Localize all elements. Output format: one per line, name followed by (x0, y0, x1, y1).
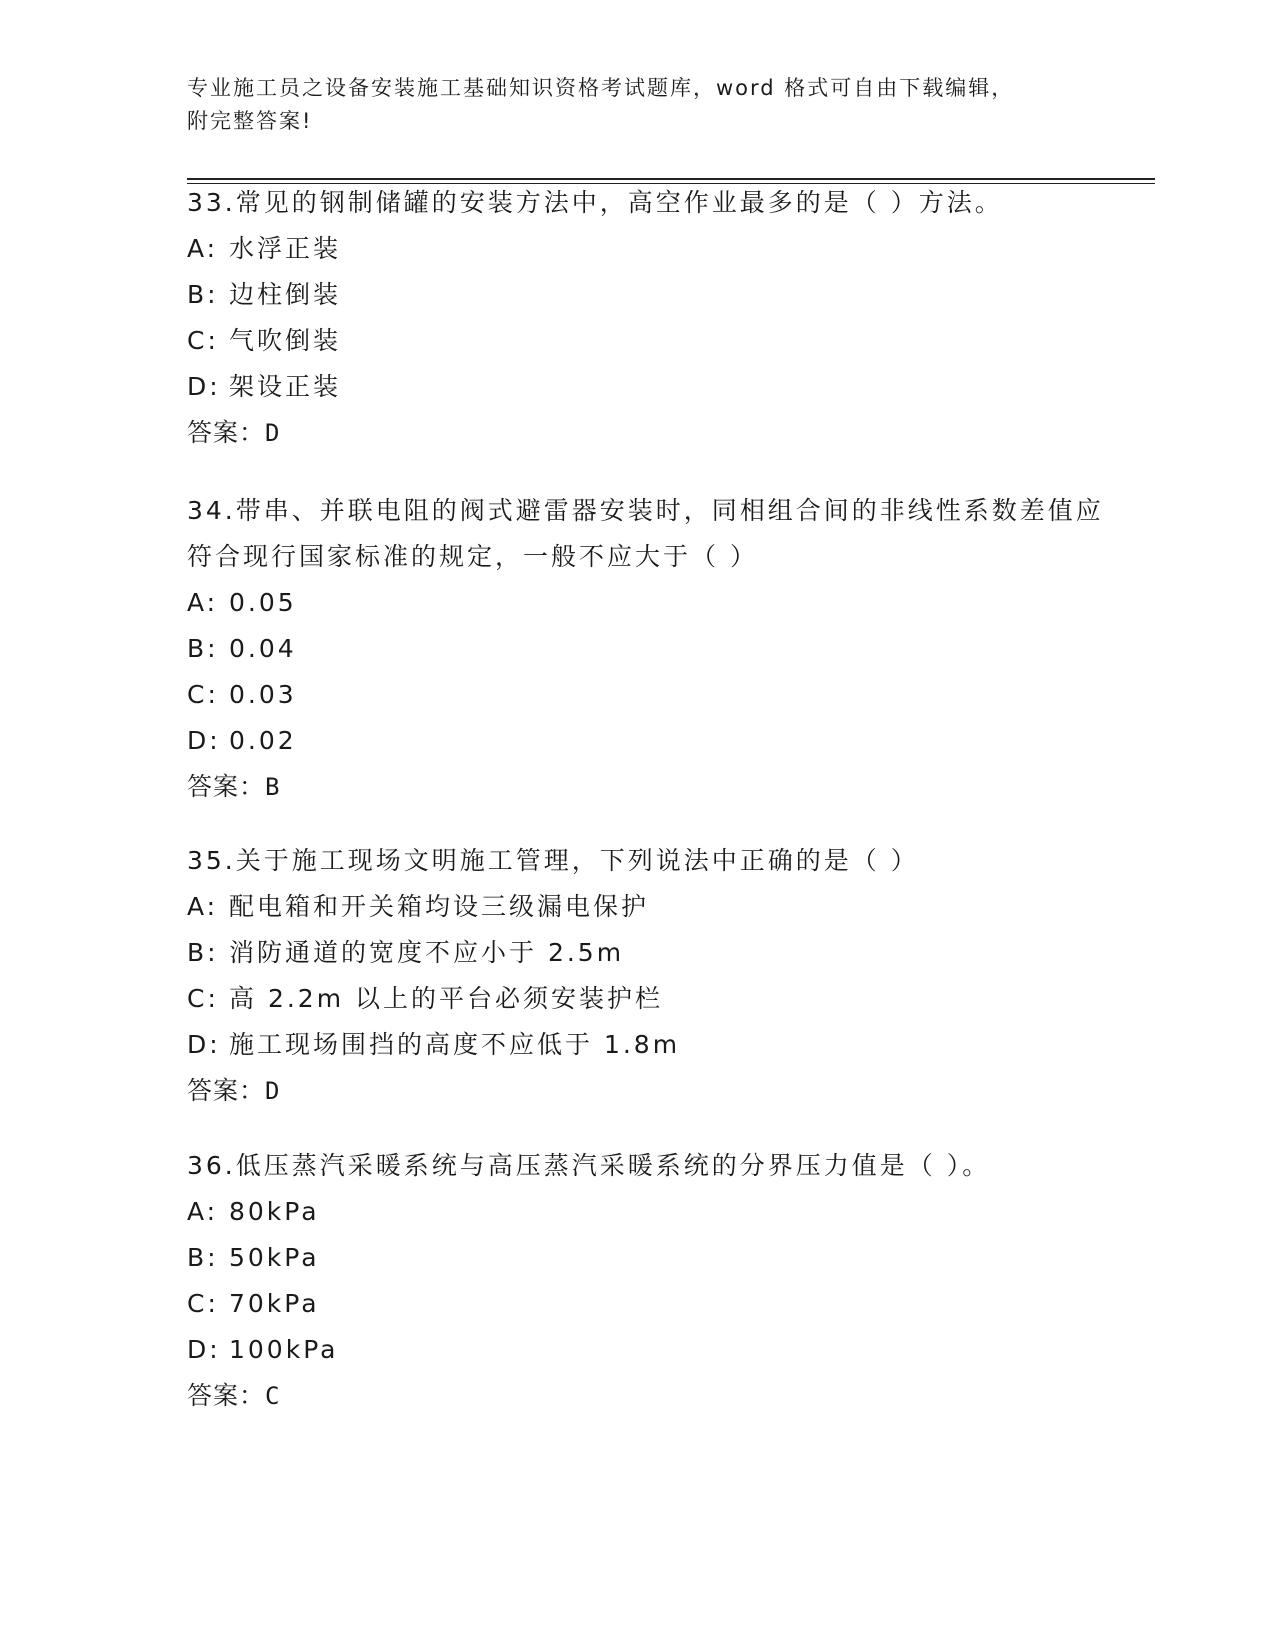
option-key: C: (187, 984, 219, 1013)
option-key: A: (187, 234, 219, 263)
header-line-2: 附完整答案! (187, 109, 313, 133)
option-text: 架设正装 (229, 372, 342, 401)
option-text: 气吹倒装 (229, 326, 342, 355)
option-key: D: (187, 726, 221, 755)
answer-line (187, 1068, 1107, 1114)
answer-label: 答案： (187, 1381, 266, 1410)
option-key: B: (187, 634, 219, 663)
option-text: 水浮正装 (229, 234, 342, 263)
option-key: B: (187, 938, 219, 967)
answer-label: 答案： (187, 772, 266, 801)
option-key: C: (187, 326, 219, 355)
option-key: A: (187, 1197, 219, 1226)
option-b (187, 272, 1107, 318)
option-d (187, 364, 1107, 410)
option-key: D: (187, 1335, 221, 1364)
option-b (187, 930, 1107, 976)
answer-label: 答案： (187, 418, 266, 447)
option-key: C: (187, 680, 219, 709)
option-text: 施工现场围挡的高度不应低于 1.8m (229, 1030, 681, 1059)
option-a (187, 226, 1107, 272)
document-header (187, 72, 1067, 138)
question-35 (187, 838, 1107, 1114)
option-c (187, 1281, 1107, 1327)
option-text: 50kPa (229, 1243, 320, 1272)
option-text: 70kPa (229, 1289, 320, 1318)
option-text: 边柱倒装 (229, 280, 342, 309)
question-title: 35.关于施工现场文明施工管理，下列说法中正确的是（ ） (187, 846, 919, 875)
option-key: D: (187, 1030, 221, 1059)
option-d (187, 718, 1107, 764)
option-c (187, 318, 1107, 364)
option-a (187, 884, 1107, 930)
answer-line (187, 410, 1107, 456)
option-text: 80kPa (229, 1197, 320, 1226)
option-text: 0.03 (229, 680, 297, 709)
option-text: 100kPa (229, 1335, 339, 1364)
question-title: 33.常见的钢制储罐的安装方法中，高空作业最多的是（ ）方法。 (187, 188, 1003, 217)
option-c (187, 976, 1107, 1022)
option-a (187, 580, 1107, 626)
answer-value: D (265, 419, 281, 447)
option-key: A: (187, 892, 219, 921)
answer-line (187, 1373, 1107, 1419)
answer-value: D (265, 1077, 281, 1105)
option-b (187, 626, 1107, 672)
answer-value: B (265, 773, 281, 801)
option-text: 高 2.2m 以上的平台必须安装护栏 (229, 984, 664, 1013)
option-a (187, 1189, 1107, 1235)
option-text: 消防通道的宽度不应小于 2.5m (229, 938, 625, 967)
option-text: 0.05 (229, 588, 297, 617)
option-key: B: (187, 1243, 219, 1272)
option-b (187, 1235, 1107, 1281)
header-line-1: 专业施工员之设备安装施工基础知识资格考试题库，word 格式可自由下载编辑， (187, 76, 1015, 100)
question-34 (187, 488, 1107, 810)
option-key: A: (187, 588, 219, 617)
option-key: C: (187, 1289, 219, 1318)
option-key: D: (187, 372, 221, 401)
question-33 (187, 180, 1107, 456)
option-text: 0.02 (229, 726, 297, 755)
option-text: 0.04 (229, 634, 297, 663)
answer-label: 答案： (187, 1076, 266, 1105)
option-d (187, 1022, 1107, 1068)
answer-line (187, 764, 1107, 810)
option-key: B: (187, 280, 219, 309)
answer-value: C (265, 1382, 281, 1410)
question-36 (187, 1143, 1107, 1419)
question-title: 36.低压蒸汽采暖系统与高压蒸汽采暖系统的分界压力值是（ ）。 (187, 1151, 991, 1180)
option-c (187, 672, 1107, 718)
option-text: 配电箱和开关箱均设三级漏电保护 (229, 892, 650, 921)
option-d (187, 1327, 1107, 1373)
question-title: 34.带串、并联电阻的阀式避雷器安装时，同相组合间的非线性系数差值应符合现行国家标准的规定，一般不应大于（ ） (187, 496, 1104, 571)
